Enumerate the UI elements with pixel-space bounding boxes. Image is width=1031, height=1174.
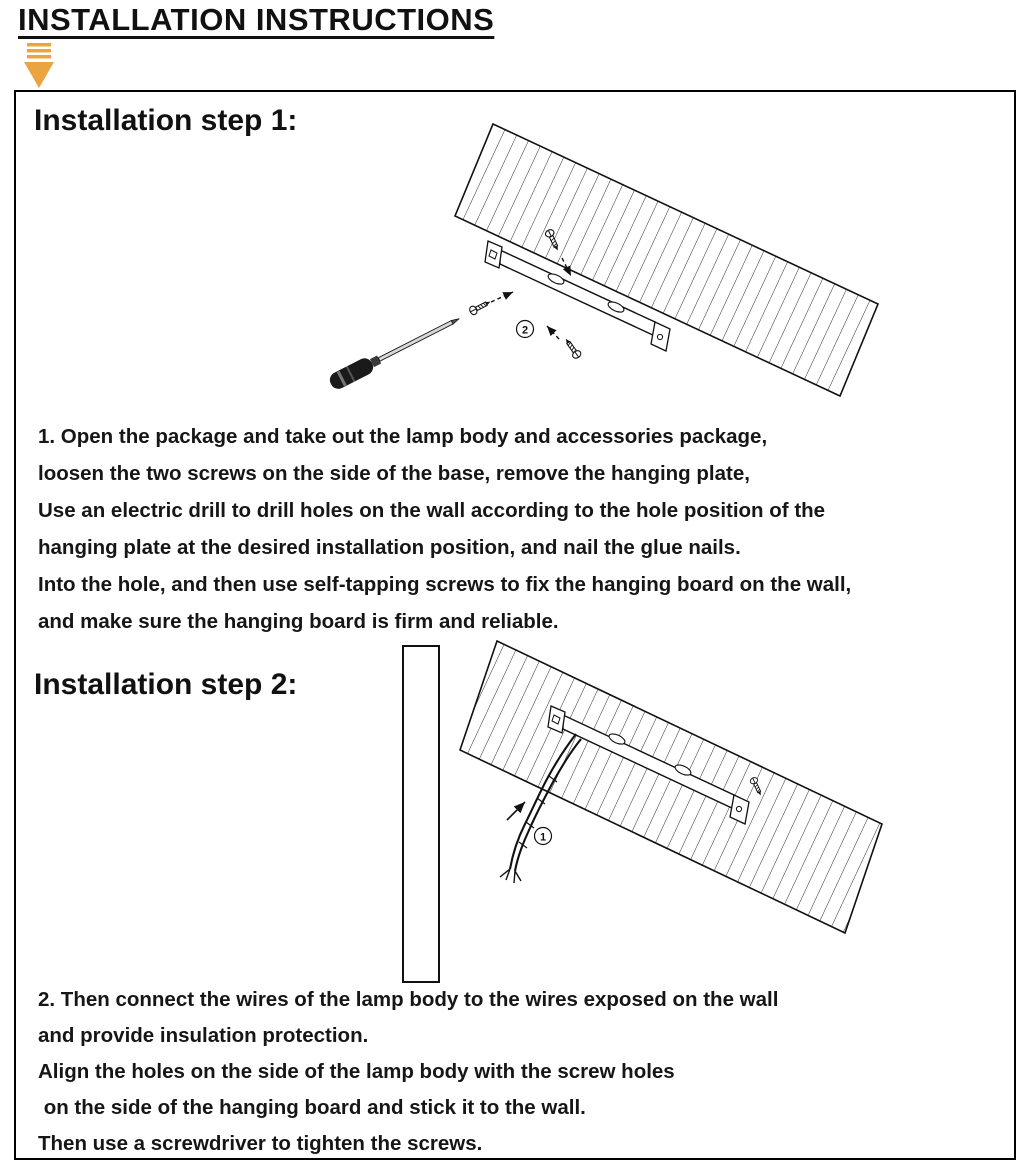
screw-guide-arrow	[547, 326, 559, 339]
screw-icon	[562, 336, 582, 359]
instruction-line: loosen the two screws on the side of the base, remove the hanging plate,	[38, 462, 750, 485]
lamp-body	[403, 646, 439, 982]
instruction-line: Align the holes on the side of the lamp body with the screw holes	[38, 1060, 675, 1083]
instruction-line: and make sure the hanging board is firm and reliable.	[38, 610, 559, 633]
step1-diagram	[313, 110, 893, 418]
instruction-line: hanging plate at the desired installation position, and nail the glue nails.	[38, 536, 741, 559]
screw-guide-arrow	[491, 292, 513, 302]
step2-instructions	[38, 982, 778, 1162]
instruction-line: 2. Then connect the wires of the lamp body to the wires exposed on the wall	[38, 988, 779, 1011]
svg-text:1: 1	[539, 831, 547, 844]
svg-text:2: 2	[521, 324, 529, 337]
step1-instructions	[38, 418, 851, 640]
instruction-line: 1. Open the package and take out the lamp body and accessories package,	[38, 425, 768, 448]
scroll-down-icon	[22, 42, 56, 90]
wall-hatched	[460, 641, 882, 933]
step1-heading: Installation step 1:	[34, 104, 298, 137]
callout-number	[517, 321, 534, 338]
screw-icon	[468, 298, 492, 316]
screwdriver-icon	[327, 311, 463, 392]
wire-guide-arrow	[507, 802, 525, 820]
page-title: INSTALLATION INSTRUCTIONS	[18, 2, 495, 37]
step2-diagram	[393, 636, 898, 988]
instruction-line: on the side of the hanging board and stick it to the wall.	[38, 1096, 586, 1119]
instruction-line: Use an electric drill to drill holes on the wall according to the hole position of the	[38, 499, 826, 522]
step2-heading: Installation step 2:	[34, 668, 298, 701]
instruction-line: Then use a screwdriver to tighten the screws.	[38, 1132, 483, 1155]
instruction-line: and provide insulation protection.	[38, 1024, 369, 1047]
callout-number	[535, 828, 552, 845]
instruction-line: Into the hole, and then use self-tapping screws to fix the hanging board on the wall,	[38, 573, 852, 596]
plate-hole-round	[736, 806, 741, 811]
plate-hole-round	[657, 334, 662, 339]
